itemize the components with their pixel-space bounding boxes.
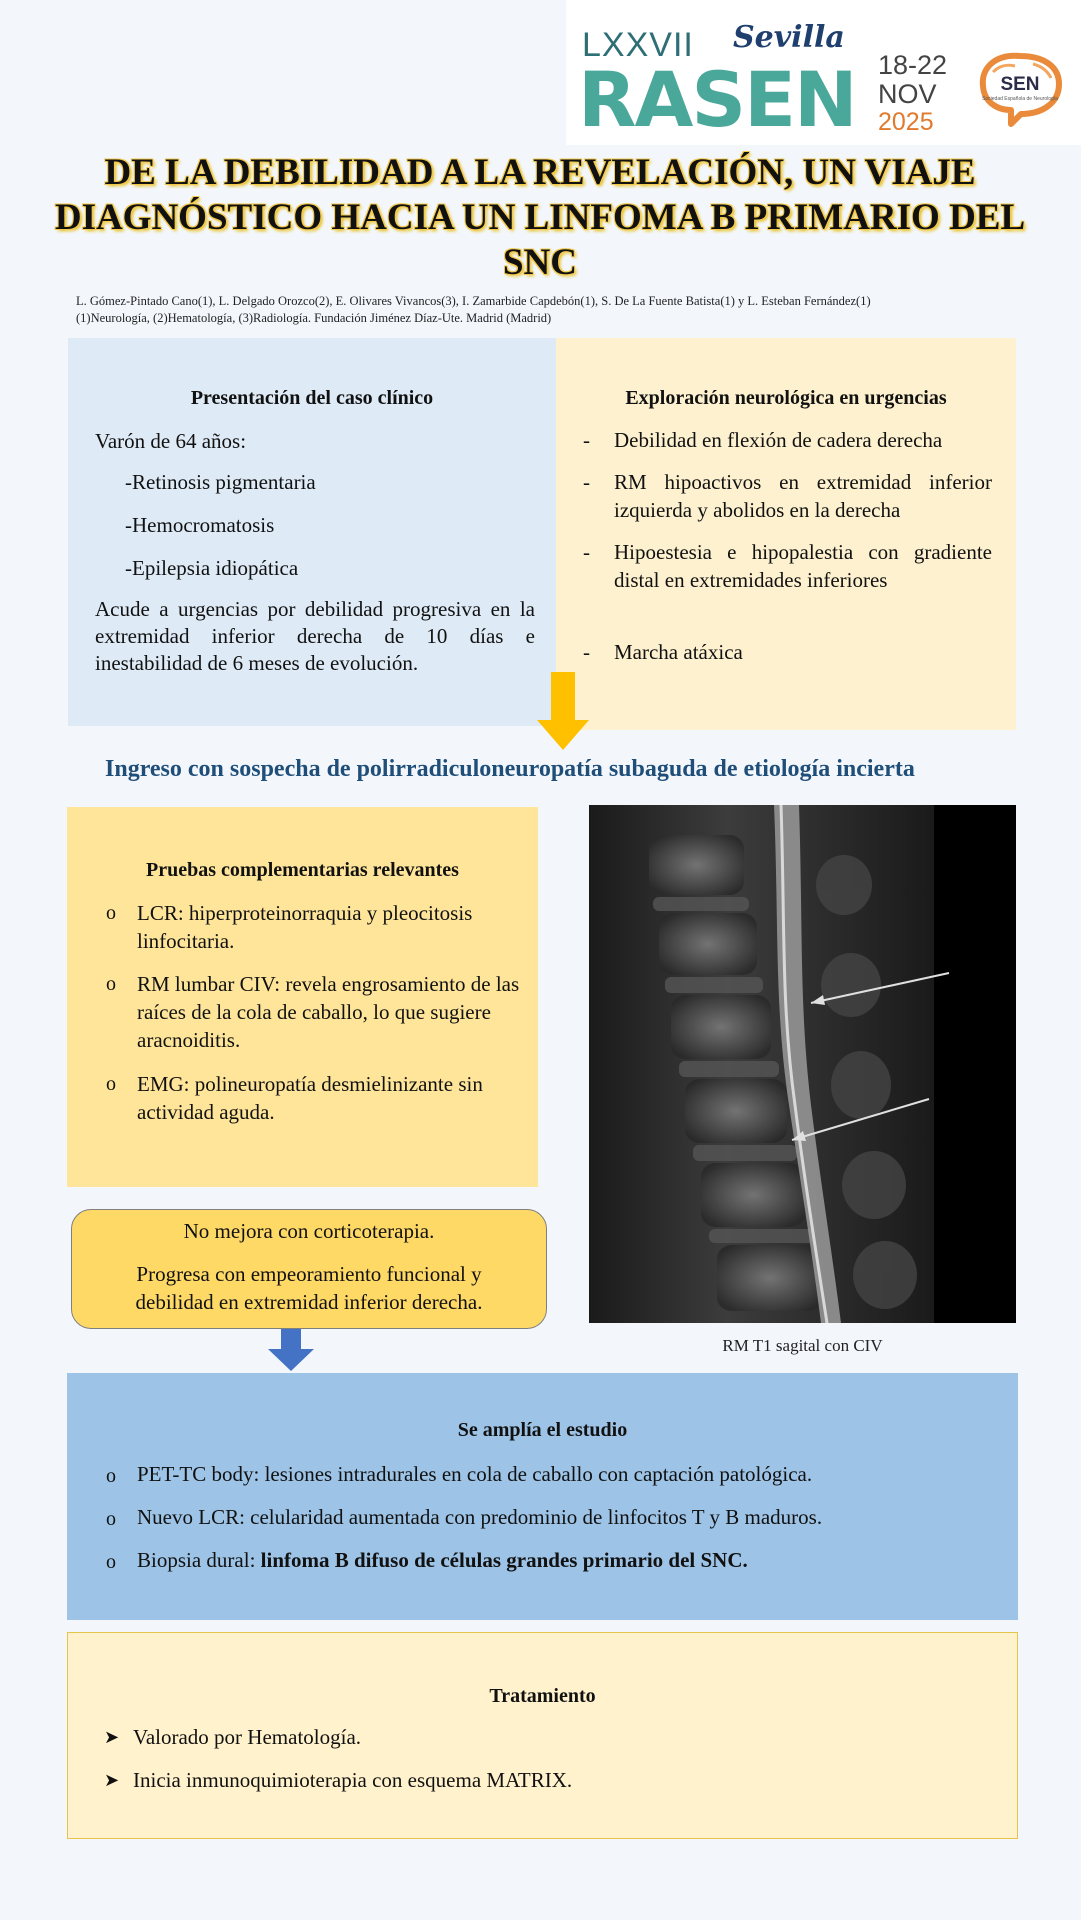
tratamiento-item: Valorado por Hematología.: [133, 1725, 362, 1749]
bullet-circle-icon: o: [106, 1551, 116, 1573]
author-names: L. Gómez-Pintado Cano(1), L. Delgado Orozco(2), E. Olivares Vivancos(3), I. Zamarbide Capdebón(1), S. De La Fuente Batista(1) y L. Esteban Fernández(1): [76, 294, 871, 308]
bullet-circle-icon: o: [106, 1508, 116, 1530]
estudio-item: PET-TC body: lesiones intradurales en cola de caballo con captación patológica.: [137, 1462, 813, 1486]
estudio-item-prefix: Biopsia dural:: [137, 1548, 261, 1572]
estudio-box: [67, 1373, 1018, 1620]
exploracion-item: RM hipoactivos en extremidad inferior izquierda y abolidos en la derecha: [614, 470, 992, 522]
exploracion-title: Exploración neurológica en urgencias: [625, 387, 947, 409]
estudio-diagnosis: linfoma B difuso de células grandes primario del SNC.: [260, 1548, 748, 1572]
no-mejora-line2: Progresa con empeoramiento funcional y debilidad en extremidad inferior derecha.: [135, 1262, 483, 1314]
bullet-circle-icon: o: [106, 1073, 116, 1095]
date-year: 2025: [878, 108, 934, 136]
exploracion-item: Hipoestesia e hipopalestia con gradiente distal en extremidades inferiores: [614, 540, 992, 592]
presentacion-item: -Retinosis pigmentaria: [125, 470, 316, 494]
exploracion-item: Marcha atáxica: [614, 640, 743, 664]
presentacion-description: Acude a urgencias por debilidad progresiva en la extremidad inferior derecha de 10 días e inestabilidad de 6 meses de evolución.: [95, 597, 535, 675]
edition-label: LXXVII: [582, 26, 694, 64]
dash-bullet-icon: -: [583, 640, 590, 664]
author-affiliations: (1)Neurología, (2)Hematología, (3)Radiología. Fundación Jiménez Díaz-Ute. Madrid (Madrid): [76, 311, 552, 325]
mri-spine-illustration: [589, 805, 1016, 1323]
poster-title: DE LA DEBILIDAD A LA REVELACIÓN, UN VIAJE DIAGNÓSTICO HACIA UN LINFOMA B PRIMARIO DEL SNC: [54, 152, 1026, 283]
date-month: NOV: [878, 79, 937, 109]
sen-logo-text: SEN: [1000, 74, 1040, 95]
rasen-logo: [578, 14, 878, 144]
down-arrow-icon: [537, 672, 589, 750]
no-mejora-line1: No mejora con corticoterapia.: [183, 1219, 435, 1243]
exploracion-item: Debilidad en flexión de cadera derecha: [614, 428, 943, 452]
mri-image: [589, 805, 1016, 1323]
presentacion-title: Presentación del caso clínico: [190, 387, 434, 409]
dash-bullet-icon: -: [583, 428, 590, 452]
presentacion-intro: Varón de 64 años:: [95, 429, 247, 453]
down-arrow-icon: [268, 1329, 314, 1371]
arrowhead-bullet-icon: ➤: [104, 1727, 120, 1747]
estudio-item: [137, 1548, 748, 1573]
presentacion-item: -Hemocromatosis: [125, 513, 275, 537]
presentacion-item: -Epilepsia idiopática: [125, 556, 299, 580]
event-dates: [878, 52, 958, 135]
bullet-circle-icon: o: [106, 973, 116, 995]
sen-logo: [975, 50, 1065, 130]
pruebas-item: LCR: hiperproteinorraquia y pleocitosis linfocitaria.: [137, 901, 473, 953]
dash-bullet-icon: -: [583, 540, 590, 564]
bullet-circle-icon: o: [106, 902, 116, 924]
pruebas-title: Pruebas complementarias relevantes: [146, 859, 459, 881]
pruebas-item: RM lumbar CIV: revela engrosamiento de las raíces de la cola de caballo, lo que sugiere aracnoiditis.: [137, 972, 520, 1052]
event-logo-text: RASEN: [578, 55, 856, 144]
authors-block: [76, 293, 1036, 327]
dash-bullet-icon: -: [583, 470, 590, 494]
tratamiento-title: Tratamiento: [489, 1685, 596, 1707]
bullet-circle-icon: o: [106, 1465, 116, 1487]
ingreso-heading: Ingreso con sospecha de polirradiculoneuropatía subaguda de etiología incierta: [105, 756, 915, 782]
mri-caption: RM T1 sagital con CIV: [722, 1336, 883, 1355]
city-label: Sevilla: [733, 20, 845, 55]
tratamiento-item: Inicia inmunoquimioterapia con esquema MATRIX.: [133, 1768, 573, 1792]
pruebas-item: EMG: polineuropatía desmielinizante sin actividad aguda.: [137, 1072, 483, 1124]
arrowhead-bullet-icon: ➤: [104, 1770, 120, 1790]
estudio-title: Se amplía el estudio: [457, 1419, 628, 1441]
estudio-item: Nuevo LCR: celularidad aumentada con predominio de linfocitos T y B maduros.: [137, 1505, 823, 1529]
sen-logo-subtitle: Sociedad Española de Neurología: [982, 96, 1058, 102]
date-days: 18-22: [878, 50, 948, 80]
